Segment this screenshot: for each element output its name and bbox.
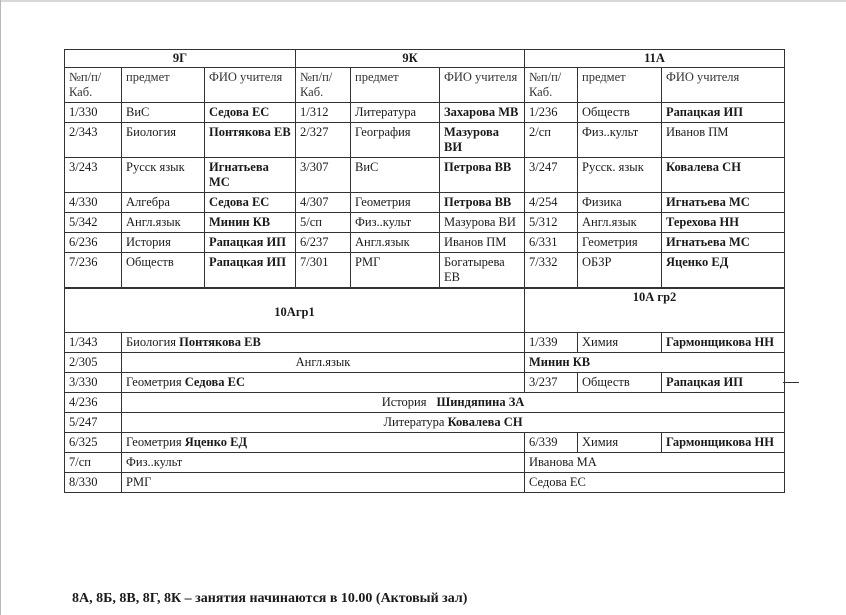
teacher: Рапацкая ИП: [662, 103, 785, 123]
col-header-teacher: ФИО учителя: [440, 68, 525, 103]
teacher: Минин КВ: [525, 353, 785, 373]
lesson-cell: [122, 393, 785, 413]
teacher: Игнатьева МС: [205, 158, 296, 193]
subject: Алгебра: [122, 193, 205, 213]
subject: ОБЗР: [578, 253, 662, 288]
teacher: Понтякова ЕВ: [205, 123, 296, 158]
lesson-number: 4/330: [65, 193, 122, 213]
teacher: Ковалева СН: [662, 158, 785, 193]
teacher: Иванов ПМ: [662, 123, 785, 158]
table-row: [65, 453, 785, 473]
teacher: Мазурова ВИ: [440, 123, 525, 158]
teacher: Яценко ЕД: [662, 253, 785, 288]
subject: Обществ: [578, 373, 662, 393]
subject: Обществ: [122, 253, 205, 288]
subject: Геометрия: [578, 233, 662, 253]
teacher: Гармонщикова НН: [662, 333, 785, 353]
lesson-number: 4/236: [65, 393, 122, 413]
table-row: [65, 373, 785, 393]
col-header-subject: предмет: [578, 68, 662, 103]
teacher: Яценко ЕД: [184, 435, 248, 449]
table-row: [65, 473, 785, 493]
teacher: Ковалева СН: [447, 415, 523, 429]
subject: ВиС: [122, 103, 205, 123]
lesson-number: 1/312: [296, 103, 351, 123]
class-header-9k: 9К: [296, 50, 525, 68]
teacher: Петрова ВВ: [440, 193, 525, 213]
schedule-table-10a: [64, 288, 785, 493]
table-row: [65, 213, 785, 233]
subject: Обществ: [578, 103, 662, 123]
subject: Геометрия: [351, 193, 440, 213]
group-header-10a1: 10Агр1: [65, 289, 525, 333]
table-row: [65, 193, 785, 213]
table-row: [65, 393, 785, 413]
lesson-number: 8/330: [65, 473, 122, 493]
subject: РМГ: [122, 473, 525, 493]
table-row: [65, 158, 785, 193]
lesson-number: 6/325: [65, 433, 122, 453]
col-header-num: №п/п/ Каб.: [65, 68, 122, 103]
col-header-subject: предмет: [351, 68, 440, 103]
subject: Геометрия: [126, 435, 182, 449]
teacher: Понтякова ЕВ: [179, 335, 261, 349]
lesson-number: 2/327: [296, 123, 351, 158]
lesson-cell: [122, 333, 525, 353]
table-row: [65, 353, 785, 373]
col-header-num: №п/п/ Каб.: [296, 68, 351, 103]
class-header-row: [65, 50, 785, 68]
lesson-number: 1/343: [65, 333, 122, 353]
class-header-9g: 9Г: [65, 50, 296, 68]
subject: Физ..культ: [122, 453, 525, 473]
table-row: [65, 123, 785, 158]
lesson-number: 5/312: [525, 213, 578, 233]
lesson-cell: [122, 413, 785, 433]
lesson-number: 2/343: [65, 123, 122, 158]
subject: Литература: [383, 415, 445, 429]
lesson-number: 3/237: [525, 373, 578, 393]
subject: РМГ: [351, 253, 440, 288]
subject: ВиС: [351, 158, 440, 193]
teacher: Седова ЕС: [184, 375, 246, 389]
subject: Геометрия: [126, 375, 182, 389]
class-header-11a: 11А: [525, 50, 785, 68]
subject: Русск язык: [122, 158, 205, 193]
lesson-number: 1/330: [65, 103, 122, 123]
subject: Физ..культ: [578, 123, 662, 158]
teacher: Захарова МВ: [440, 103, 525, 123]
subject: Химия: [578, 433, 662, 453]
stray-line: [783, 382, 799, 383]
lesson-number: 5/сп: [296, 213, 351, 233]
lesson-number: 3/247: [525, 158, 578, 193]
col-header-teacher: ФИО учителя: [205, 68, 296, 103]
table-row: [65, 433, 785, 453]
teacher: Богатырева ЕВ: [440, 253, 525, 288]
lesson-number: 7/301: [296, 253, 351, 288]
teacher: Минин КВ: [205, 213, 296, 233]
subject: Биология: [122, 123, 205, 158]
teacher: Игнатьева МС: [662, 233, 785, 253]
teacher: Мазурова ВИ: [440, 213, 525, 233]
col-header-teacher: ФИО учителя: [662, 68, 785, 103]
col-header-num: №п/п/ Каб.: [525, 68, 578, 103]
lesson-number: 5/247: [65, 413, 122, 433]
lesson-number: 1/339: [525, 333, 578, 353]
teacher: Иванов ПМ: [440, 233, 525, 253]
lesson-number: 6/339: [525, 433, 578, 453]
lesson-number: 6/237: [296, 233, 351, 253]
lesson-number: 1/236: [525, 103, 578, 123]
subject: Литература: [351, 103, 440, 123]
lesson-number: 3/330: [65, 373, 122, 393]
schedule-table: [64, 49, 785, 288]
subject: Физика: [578, 193, 662, 213]
table-row: [65, 333, 785, 353]
footer-note: 8А, 8Б, 8В, 8Г, 8К – занятия начинаются в 10.00 (Актовый зал): [72, 591, 468, 606]
subject: Биология: [126, 335, 177, 349]
subject: История: [122, 233, 205, 253]
subject: История: [381, 395, 427, 409]
subject: Англ.язык: [351, 233, 440, 253]
subject: Физ..культ: [351, 213, 440, 233]
subject: Англ.язык: [122, 353, 525, 373]
top-border: [0, 0, 846, 2]
subject: География: [351, 123, 440, 158]
lesson-number: 7/сп: [65, 453, 122, 473]
teacher: Игнатьева МС: [662, 193, 785, 213]
lesson-number: 7/236: [65, 253, 122, 288]
lesson-number: 3/243: [65, 158, 122, 193]
teacher: Рапацкая ИП: [205, 233, 296, 253]
lesson-number: 5/342: [65, 213, 122, 233]
lesson-number: 3/307: [296, 158, 351, 193]
table-row: [65, 253, 785, 288]
teacher: Иванова МА: [525, 453, 785, 473]
lesson-number: 4/307: [296, 193, 351, 213]
lesson-number: 2/305: [65, 353, 122, 373]
subject: Химия: [578, 333, 662, 353]
lesson-number: 6/236: [65, 233, 122, 253]
group-header-10a2: 10А гр2: [525, 289, 785, 333]
lesson-cell: [122, 433, 525, 453]
group-header-row: [65, 289, 785, 333]
lesson-number: 6/331: [525, 233, 578, 253]
teacher: Терехова НН: [662, 213, 785, 233]
table-row: [65, 233, 785, 253]
col-header-subject: предмет: [122, 68, 205, 103]
schedule-sheet: [64, 49, 784, 493]
teacher: Рапацкая ИП: [205, 253, 296, 288]
table-row: [65, 413, 785, 433]
teacher: Петрова ВВ: [440, 158, 525, 193]
teacher: Гармонщикова НН: [662, 433, 785, 453]
lesson-number: 7/332: [525, 253, 578, 288]
teacher: Седова ЕС: [525, 473, 785, 493]
left-border: [0, 0, 1, 615]
lesson-number: 2/сп: [525, 123, 578, 158]
table-row: [65, 103, 785, 123]
subject: Англ.язык: [122, 213, 205, 233]
subject: Русск. язык: [578, 158, 662, 193]
teacher: Шиндяпина ЗА: [436, 395, 525, 409]
teacher: Седова ЕС: [205, 193, 296, 213]
teacher: Седова ЕС: [205, 103, 296, 123]
column-header-row: [65, 68, 785, 103]
teacher: Рапацкая ИП: [662, 373, 785, 393]
lesson-cell: [122, 373, 525, 393]
subject: Англ.язык: [578, 213, 662, 233]
lesson-number: 4/254: [525, 193, 578, 213]
